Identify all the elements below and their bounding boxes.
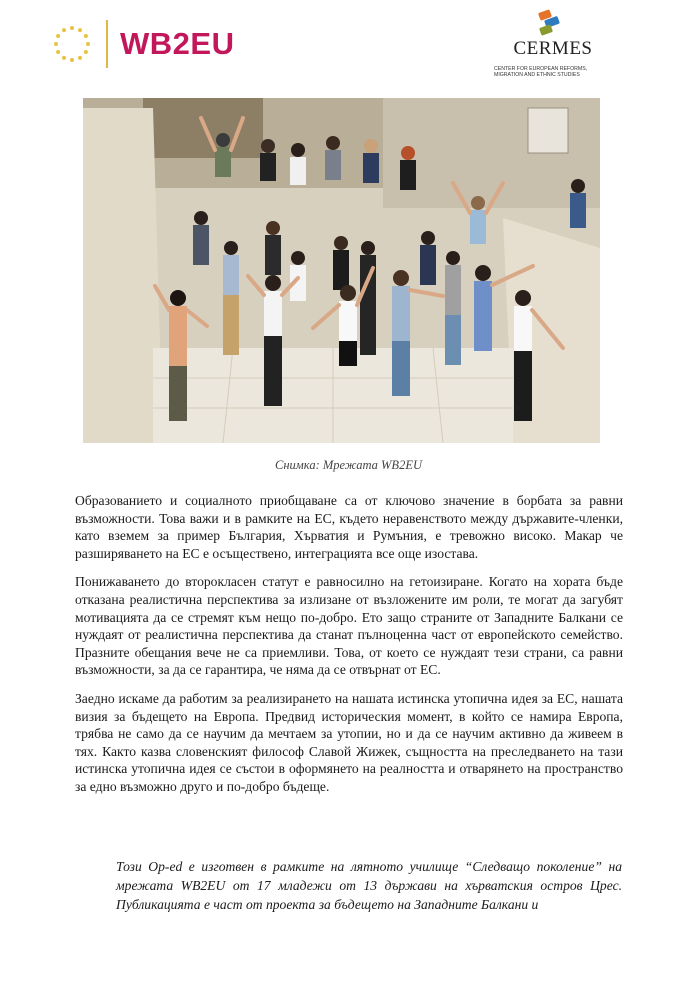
logo-divider <box>106 20 108 68</box>
paragraph: Заедно искаме да работим за реализирането на нашата истинска утопична идея за ЕС, нашата визия за бъдещето на Европа. Предвид историческия момент, в който се намира Европа, трябва не само да се научим да мечтаем за утопии, но и да се научим активно да живеем в тях. Както казва словенският философ Славой Жижек, същността на преследването на тази истинска утопична идея се състои в оформянето на реалността и отварянето на пространство за едно възможно друго и по-добро бъдеще. <box>75 690 623 794</box>
group-photo <box>83 98 600 443</box>
wb2eu-logo: WB2EU <box>120 26 235 61</box>
paragraph: Понижаването до второкласен статут е равносилно на гетоизиране. Когато на хората бъде отказана реалистична перспектива за излизане от възложените им роли, те могат да загубят мотивацията да се стремят към нещо по-добро. Ето защо страните от Западните Балкани се нуждаят от реалистична перспектива да станат пълноценна част от европейското семейство. Празните обещания вече не са приемливи. Това, от което се нуждаят тези страни, са равни възможности, за да се гарантира, че няма да се отвърнат от ЕС. <box>75 574 623 678</box>
page-header <box>0 0 697 95</box>
photo-caption: Снимка: Мрежата WB2EU <box>275 458 422 472</box>
cermes-name: CERMES <box>513 38 593 59</box>
cermes-mark-icon <box>533 8 565 40</box>
paragraph: Образованието и социалното приобщаване са от ключово значение в борбата за равни възможности. Това важи и в рамките на ЕС, където неравенството между държавите-членки, като вземем за пример България, Хърватия и Румъния, е тревожно високо. Макар че разширяването на ЕС е осъществено, интеграцията все още изостава. <box>75 493 623 561</box>
article-body <box>75 492 623 807</box>
cermes-subtitle: CENTER FOR EUROPEAN REFORMS, MIGRATION AND ETHNIC STUDIES <box>494 66 588 79</box>
footnote: Този Op-ed е изготвен в рамките на лятното училище “Следващо поколение” на мрежата WB2EU от 17 младежи от 13 държави на хърватския остров Црес. Публикацията е част от проекта за бъдещето на Западните Балкани и <box>116 859 622 912</box>
eu-stars-icon <box>52 24 92 64</box>
